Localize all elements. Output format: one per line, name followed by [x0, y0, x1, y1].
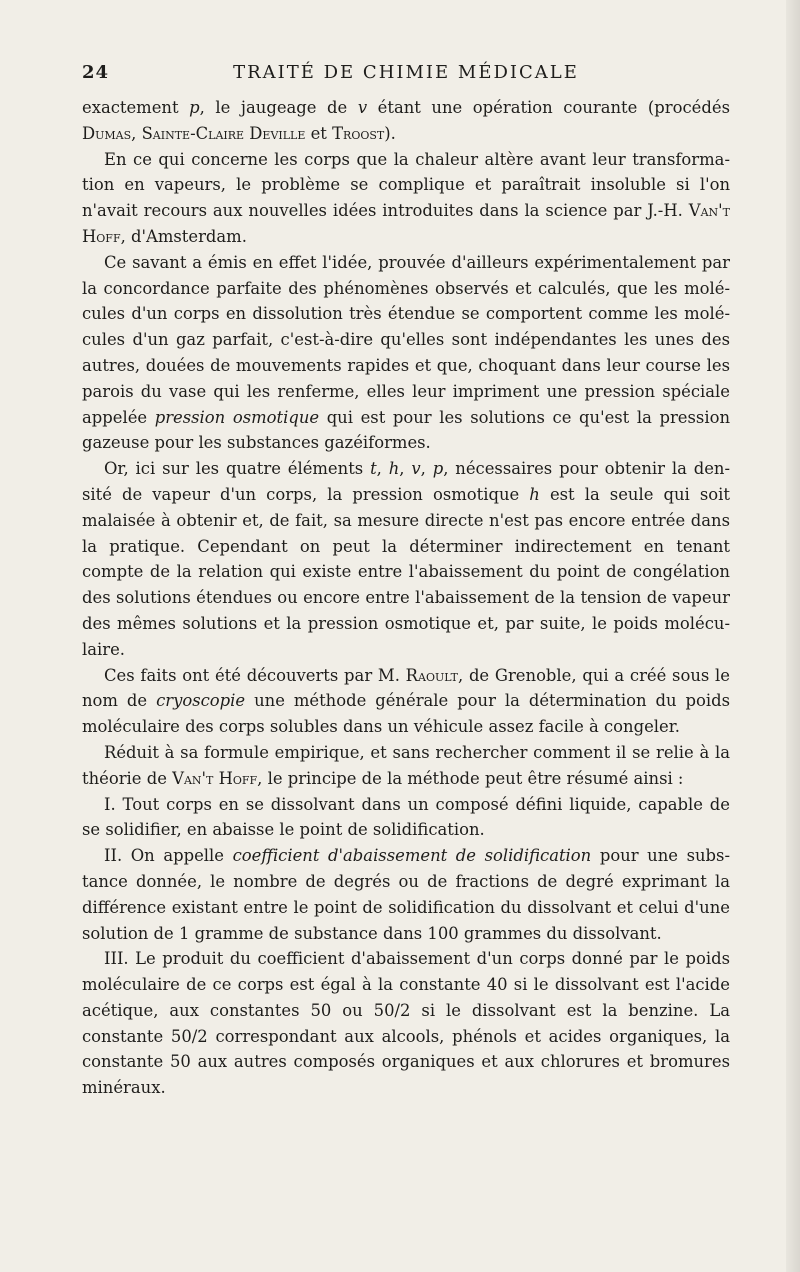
page-edge: [786, 0, 800, 1272]
paragraph-2: En ce qui concerne les corps que la chaleur altère avant leur transformation en vapeurs, le problème se complique et paraîtrait insoluble si l'on n'avait recours aux nouvelles idées introduites dans la science par J.-H. Van't Hoff, d'Amsterdam.: [82, 149, 730, 246]
paragraph-3: Ce savant a émis en effet l'idée, prouvée d'ailleurs expérimentalement par la concordance parfaite des phénomènes observés et calculés, que les molécules d'un corps en dissolution très étendue se comportent comme les molécules d'un gaz parfait, c'est-à-dire qu'elles sont indépendantes les unes des autres, douées de mouvements rapides et que, choquant dans leur course les parois du vase qui les renferme, elles leur impriment une pression spéciale appelée pression osmotique qui est pour les solutions ce qu'est la pression gazeuse pour les substances gazéiformes.: [82, 252, 730, 453]
running-title: TRAITÉ DE CHIMIE MÉDICALE: [233, 62, 579, 83]
rule-3: III. Le produit du coefficient d'abaissement d'un corps donné par le poids moléculaire de ce corps est égal à la constante 40 si le dissolvant est l'acide acétique, aux constantes 50 ou 50/2 si le dissolvant est la benzine. La constante 50/2 correspondant aux alcools, phénols et acides organiques, la constante 50 aux autres composés organiques et aux chlorures et bromures minéraux.: [82, 949, 730, 1098]
paragraph-1: exactement p, le jaugeage de v étant une opération courante (procédés Dumas, Sainte-Claire Deville et Troost).: [82, 98, 730, 143]
rule-2: II. On appelle coefficient d'abaissement de solidification pour une substance donnée, le nombre de degrés ou de fractions de degré exprimant la différence existant entre le point de solidification du dissolvant et celui d'une solution de 1 gramme de substance dans 100 grammes du dissolvant.: [82, 846, 730, 943]
rule-1: I. Tout corps en se dissolvant dans un composé défini liquide, capable de se solidifier, en abaisse le point de solidification.: [82, 794, 730, 840]
paragraph-4: Or, ici sur les quatre éléments t, h, v, p, nécessaires pour obtenir la densité de vapeur d'un corps, la pression osmotique h est la seule qui soit malaisée à obtenir et, de fait, sa mesure directe n'est pas encore entrée dans la pratique. Cependant on peut la déterminer indirectement en tenant compte de la relation qui existe entre l'abaissement du point de congélation des solutions étendues ou encore entre l'abaissement de la tension de vapeur des mêmes solutions et la pression osmotique et, par suite, le poids moléculaire.: [82, 459, 730, 659]
paragraph-5: Ces faits ont été découverts par M. Raoult, de Grenoble, qui a créé sous le nom de cryoscopie une méthode générale pour la détermination du poids moléculaire des corps solubles dans un véhicule assez facile à congeler.: [82, 665, 730, 737]
page-number: 24: [82, 62, 110, 83]
paragraph-6: Réduit à sa formule empirique, et sans rechercher comment il se relie à la théorie de Van't Hoff, le principe de la méthode peut être résumé ainsi :: [82, 742, 730, 788]
text-body: [82, 95, 730, 1101]
page-header: [82, 62, 730, 86]
